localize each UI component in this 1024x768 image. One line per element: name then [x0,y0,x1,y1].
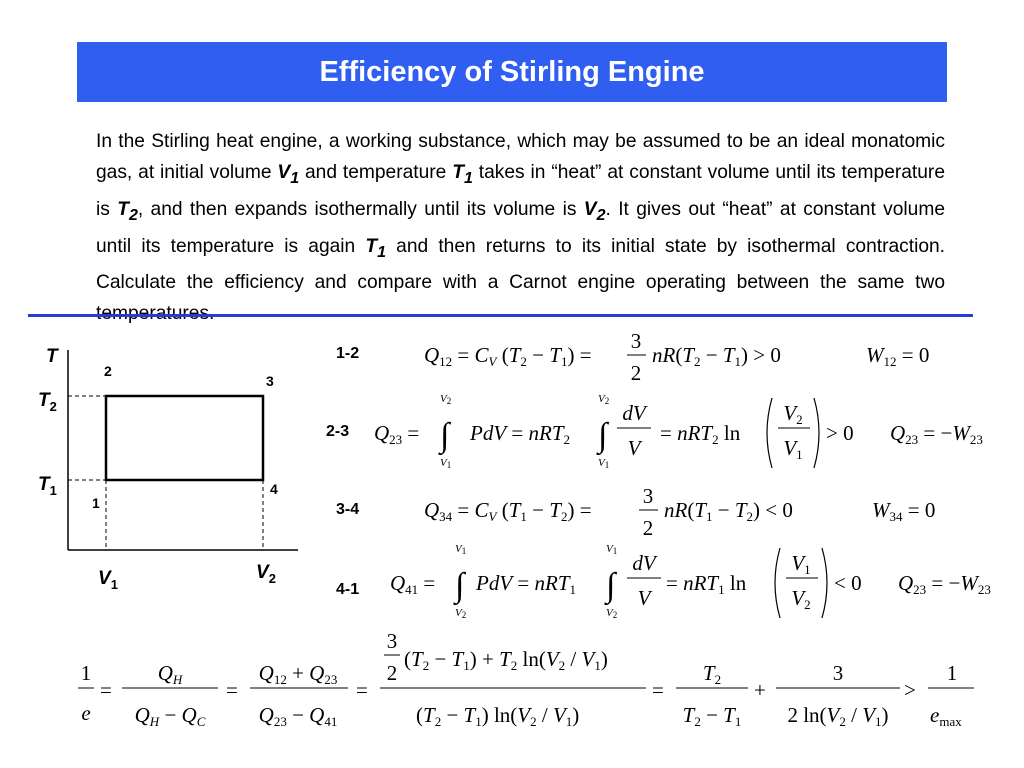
svg-text:∫: ∫ [606,567,616,604]
svg-text:W34 = 0: W34 = 0 [872,498,936,524]
svg-text:∫: ∫ [455,567,465,604]
intro-t2: T [117,198,129,220]
svg-text:>: > [904,678,916,702]
svg-text:=: = [652,678,664,702]
svg-text:V2: V2 [783,401,803,427]
svg-text:QH: QH [157,661,183,687]
svg-text:V1: V1 [783,436,803,462]
equation-2-3 [374,393,983,470]
svg-text:(T2 − T1) ln(V2 / V1): (T2 − T1) ln(V2 / V1) [416,703,580,729]
svg-text:V1: V1 [598,457,610,470]
svg-text:V2: V2 [440,393,452,406]
svg-text:Q34 = CV (T1 − T2) =: Q34 = CV (T1 − T2) = [424,498,592,524]
intro-t1-sub: 1 [463,169,473,187]
svg-text:1: 1 [80,661,92,685]
svg-text:W12 = 0: W12 = 0 [866,343,930,369]
svg-text:1: 1 [946,661,958,685]
svg-text:V2: V2 [598,393,610,406]
svg-text:< 0: < 0 [834,571,862,595]
svg-text:V2: V2 [791,586,811,612]
svg-text:dV: dV [632,551,656,575]
svg-text:3: 3 [832,661,844,685]
intro-v2-sub: 2 [596,206,606,224]
svg-text:T2 − T1: T2 − T1 [682,703,742,729]
intro-v1: V [277,162,291,183]
intro-t2-sub: 2 [128,206,138,224]
svg-text:Q23 = −W23: Q23 = −W23 [890,421,983,447]
svg-text:V2: V2 [455,607,467,620]
svg-text:V1: V1 [791,551,811,577]
intro-t1: T [452,162,464,183]
t2-label: $T_2$ [38,390,57,414]
step-2-3-label: 2-3 [326,423,350,440]
t1-label: $T_1$ [38,474,57,498]
intro-text-6: and then returns to its initial state by isothermal contraction. Calculate the efficiency and compare with a Carnot engine operating between the same two [96,235,946,294]
step-3-4-label: 3-4 [336,501,360,518]
svg-text:V: V [627,436,641,460]
svg-text:emax: emax [930,703,962,729]
equation-4-1 [390,543,991,620]
svg-text:∫: ∫ [440,417,450,454]
intro-v1-sub: 1 [290,169,300,187]
svg-text:dV: dV [622,401,646,425]
svg-text:3: 3 [386,629,398,653]
intro-t1b: T [365,235,378,257]
svg-text:=: = [100,678,112,702]
svg-text:Q41 =: Q41 = [390,571,436,597]
svg-text:= nRT2 ln: = nRT2 ln [660,421,741,447]
svg-text:V1: V1 [455,543,467,556]
svg-text:+: + [754,678,766,702]
svg-text:PdV = nRT1: PdV = nRT1 [476,571,577,597]
svg-text:V: V [637,586,651,610]
point-4-label: 4 [270,481,278,497]
step-4-1-label: 4-1 [336,581,360,598]
v1-label: $V_1$ [98,568,118,592]
step-1-2-label: 1-2 [336,345,360,362]
intro-text-3: takes in “heat” at constant volume until its temperature is [96,162,945,220]
svg-text:= nRT1 ln: = nRT1 ln [666,571,747,597]
svg-text:3: 3 [642,484,654,508]
svg-text:(T2 − T1) + T2 ln(V2 / V1): (T2 − T1) + T2 ln(V2 / V1) [404,647,608,673]
svg-text:> 0: > 0 [826,421,854,445]
intro-text-5: . It gives out “heat” at constant volume until its temperature is again [96,198,946,257]
point-1-label: 1 [92,495,100,511]
svg-text:nR(T1 − T2) < 0: nR(T1 − T2) < 0 [664,498,793,524]
intro-t1b-sub: 1 [377,243,387,261]
svg-text:PdV = nRT2: PdV = nRT2 [470,421,571,447]
svg-text:V1: V1 [440,457,452,470]
intro-v2: V [583,198,597,220]
svg-text:∫: ∫ [598,417,608,454]
svg-text:2 ln(V2 / V1): 2 ln(V2 / V1) [787,703,889,729]
v2-label: $V_2$ [256,562,276,586]
svg-text:QH − QC: QH − QC [134,703,206,729]
intro-text-1: In the Stirling heat engine, a working substance, which may be assumed to be an ideal monatomic gas, at initial volume [96,131,945,183]
svg-text:nR(T2 − T1) > 0: nR(T2 − T1) > 0 [652,343,781,369]
svg-text:V2: V2 [606,607,618,620]
equation-1-2 [424,329,929,385]
point-3-label: 3 [266,373,274,389]
intro-text-2: and temperature [299,162,453,183]
svg-text:Q23 =: Q23 = [374,421,420,447]
svg-text:Q23 − Q41: Q23 − Q41 [258,703,338,729]
svg-text:=: = [356,678,368,702]
intro-text-4: , and then expands isothermally until its volume is [137,198,584,220]
svg-text:e: e [81,701,91,725]
point-2-label: 2 [104,363,112,379]
svg-text:V1: V1 [606,543,618,556]
equation-3-4 [424,484,935,540]
svg-text:T2: T2 [702,661,722,687]
svg-text:3: 3 [630,329,642,353]
svg-text:2: 2 [386,661,398,685]
svg-text:Q23 = −W23: Q23 = −W23 [898,571,991,597]
svg-text:Q12 = CV (T2 − T1) =: Q12 = CV (T2 − T1) = [424,343,592,369]
svg-text:=: = [226,678,238,702]
svg-text:2: 2 [642,516,654,540]
svg-text:2: 2 [630,361,642,385]
page-title: Efficiency of Stirling Engine [319,55,705,88]
efficiency-equation [78,629,974,729]
axis-t-label: T [46,346,58,367]
svg-text:Q12 + Q23: Q12 + Q23 [258,661,338,687]
